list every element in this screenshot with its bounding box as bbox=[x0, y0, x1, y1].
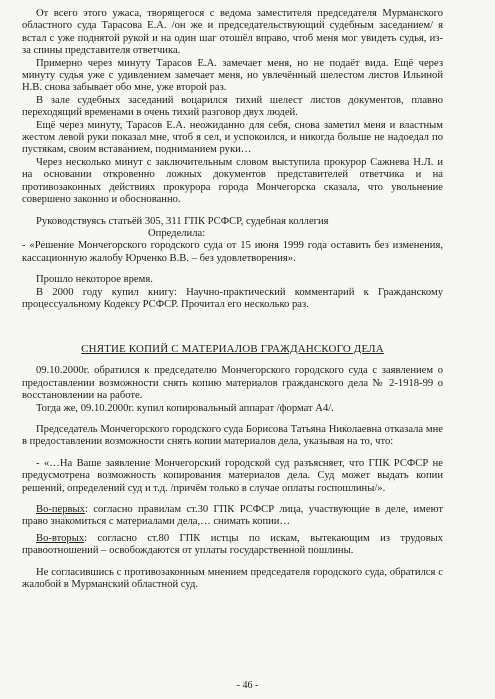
decision-label: Определила: bbox=[148, 227, 206, 239]
paragraph: Прошло некоторое время. bbox=[36, 274, 153, 286]
paragraph: Руководствуясь статьёй 305, 311 ГПК РСФСР, судебная коллегия bbox=[36, 215, 329, 227]
paragraph: В 2000 году купил книгу: Научно-практический комментарий к Гражданскому процессуальному Кодексу РСФСР. Прочитал его несколько раз. bbox=[22, 286, 443, 310]
paragraph: В зале судебных заседаний воцарился тихий шелест листов документов, плавно переходящий временами в очень тихий разговор двух людей. bbox=[22, 94, 443, 119]
paragraph: Через несколько минут с заключительным словом выступила прокурор Сажнева Н.Л. и на основании откровенно ложных документов представителей ответчика и на противозаконных действиях прокурора города Мончегорска сказала, что увольнение совершено законно и обоснованно. bbox=[22, 156, 443, 206]
closing-paragraph: Не согласившись с противозаконным мнением председателя городского суда, обратился с жалобой в Мурманский областной суд. bbox=[22, 566, 443, 591]
second-point bbox=[22, 533, 443, 558]
first-text: : согласно правилам ст.30 ГПК РСФСР лица, участвующие в деле, имеют право знакомиться с материалами дела,… снимать копии… bbox=[22, 504, 443, 528]
quote: - «…На Ваше заявление Мончегорский городской суд разъясняет, что ГПК РСФСР не предусмотрена возможность копирования материалов дела. Суд может выдать копии решений, определений суд и т.д. /причём только в случае оплаты госпошлины/». bbox=[22, 457, 443, 494]
second-text: : согласно ст.80 ГПК истцы по искам, вытекающим из трудовых правоотношений – освобождаются от уплаты государственной пошлины. bbox=[22, 532, 443, 557]
first-point bbox=[22, 504, 443, 529]
paragraph: Председатель Мончегорского городского суда Борисова Татьяна Николаевна отказала мне в предоставлении возможности снять копии материалов дела, указывая на то, что: bbox=[22, 423, 443, 448]
paragraph: Ещё через минуту, Тарасов Е.А. неожиданно для себя, снова заметил меня и властным жестом левой руки показал мне, чтоб я сел, и успокоился, и никогда больше не надоедал по пустякам, своим вставанием, подниманием руки… bbox=[22, 119, 443, 156]
first-label: Во-первых bbox=[36, 504, 85, 515]
paragraph: 09.10.2000г. обратился к председателю Мончегорского городского суда с заявлением о предоставлении возможности снять копию материалов гражданского дела № 2-1918-99 о восстановлении на работе. bbox=[22, 365, 443, 402]
decision-text: - «Решение Мончегорского городского суда от 15 июня 1999 года оставить без изменения, кассационную жалобу Юрченко В.В. – без удовлетворения». bbox=[22, 240, 443, 264]
paragraph: Примерно через минуту Тарасов Е.А. замечает меня, но не подаёт вида. Ещё через минуту судья уже с удивлением замечает меня, но увлечённый шелестом листов Ильиной Н.В. снова забывает обо мне, уже второй раз. bbox=[22, 57, 443, 94]
section-heading: СНЯТИЕ КОПИЙ С МАТЕРИАЛОВ ГРАЖДАНСКОГО ДЕЛА bbox=[81, 343, 384, 356]
second-label: Во-вторых bbox=[36, 532, 85, 544]
paragraph: Тогда же, 09.10.2000г. купил копировальный аппарат /формат А4/. bbox=[36, 402, 334, 414]
paragraph: От всего этого ужаса, творящегося с ведома заместителя председателя Мурманского областного суда Тарасова Е.А. /он же и председательствующий судебным заседанием/ я встал с уже поднятой рукой и на один шаг отошёл вправо, чтоб меня мог увидеть судья, из-за спины представителя ответчика. bbox=[22, 8, 443, 57]
page-number: - 46 - bbox=[236, 680, 259, 691]
